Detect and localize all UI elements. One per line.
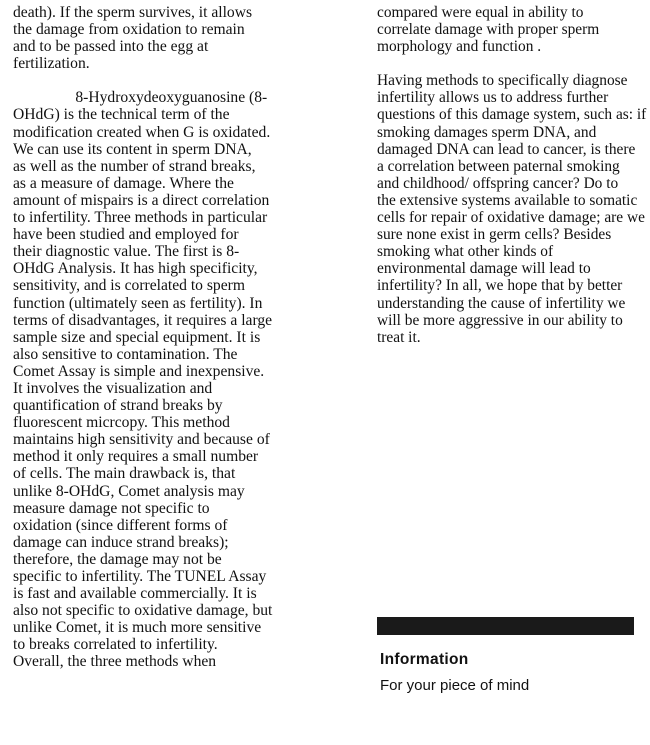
text-line: infertility allows us to address further <box>377 89 609 107</box>
paragraph-gap <box>13 72 303 89</box>
text-line: is fast and available commercially. It is <box>13 585 257 603</box>
info-subheading: For your piece of mind <box>380 677 530 694</box>
text-line: fertilization. <box>13 55 90 73</box>
text-line: will be more aggressive in our ability to <box>377 311 623 329</box>
text-line: unlike Comet, it is much more sensitive <box>13 619 262 637</box>
text-line: damaged DNA can lead to cancer, is there <box>377 140 636 158</box>
text-line: their diagnostic value. The first is 8- <box>13 243 240 261</box>
text-line: maintains high sensitivity and because of <box>13 431 270 449</box>
text-line: 8-Hydroxydeoxyguanosine (8- <box>13 89 268 107</box>
text-line: environmental damage will lead to <box>377 260 591 278</box>
text-line: have been studied and employed for <box>13 226 239 244</box>
text-line: Having methods to specifically diagnose <box>377 72 628 90</box>
right-column <box>377 4 647 346</box>
left-paragraph-1 <box>13 4 303 72</box>
text-line: as a measure of damage. Where the <box>13 174 234 192</box>
text-line: morphology and function . <box>377 38 542 56</box>
text-line: OHdG Analysis. It has high specificity, <box>13 260 258 278</box>
text-line: smoking what other kinds of <box>377 243 554 261</box>
text-line: unlike 8-OHdG, Comet analysis may <box>13 482 245 500</box>
text-line: oxidation (since different forms of <box>13 516 228 534</box>
right-paragraph-2 <box>377 72 647 346</box>
text-line: sensitivity, and is correlated to sperm <box>13 277 245 295</box>
text-line: as well as the number of strand breaks, <box>13 157 256 175</box>
left-column <box>13 4 303 671</box>
text-line: treat it. <box>377 328 421 346</box>
text-line: OHdG) is the technical term of the <box>13 106 230 124</box>
text-line: and to be passed into the egg at <box>13 38 209 56</box>
text-line: compared were equal in ability to <box>377 4 584 21</box>
paragraph-gap <box>377 55 639 72</box>
text-line: also sensitive to contamination. The <box>13 345 238 363</box>
text-line: questions of this damage system, such as: if <box>377 106 647 124</box>
text-line: the damage from oxidation to remain <box>13 21 245 39</box>
text-line: sample size and special equipment. It is <box>13 328 261 346</box>
section-divider-bar <box>377 617 634 635</box>
text-line: Comet Assay is simple and inexpensive. <box>13 362 265 380</box>
text-line: damage can induce strand breaks); <box>13 533 229 551</box>
text-line: to infertility. Three methods in particular <box>13 209 268 227</box>
text-line: the extensive systems available to somatic <box>377 191 638 209</box>
text-line: amount of mispairs is a direct correlation <box>13 191 270 209</box>
text-line: fluorescent micrcopy. This method <box>13 414 230 432</box>
text-line: Overall, the three methods when <box>13 653 217 671</box>
text-line: understanding the cause of infertility we <box>377 294 626 312</box>
text-line: We can use its content in sperm DNA, <box>13 140 252 158</box>
text-line: and childhood/ offspring cancer? Do to <box>377 174 619 192</box>
text-line: also not specific to oxidative damage, but <box>13 602 273 620</box>
text-line: sure none exist in germ cells? Besides <box>377 226 612 244</box>
text-line: modification created when G is oxidated. <box>13 123 271 141</box>
text-line: It involves the visualization and <box>13 379 213 397</box>
text-line: specific to infertility. The TUNEL Assay <box>13 568 267 585</box>
text-line: function (ultimately seen as fertility). In <box>13 294 263 312</box>
info-heading: Information <box>380 651 469 668</box>
text-line: to breaks correlated to infertility. <box>13 636 218 654</box>
right-paragraph-1 <box>377 4 639 55</box>
text-line: correlate damage with proper sperm <box>377 21 600 39</box>
text-line: of cells. The main drawback is, that <box>13 465 236 483</box>
text-line: infertility? In all, we hope that by better <box>377 277 623 295</box>
text-line: death). If the sperm survives, it allows <box>13 4 253 21</box>
text-line: measure damage not specific to <box>13 499 210 517</box>
left-paragraph-2 <box>13 89 303 670</box>
text-line: quantification of strand breaks by <box>13 397 223 415</box>
text-line: method it only requires a small number <box>13 448 259 466</box>
text-line: terms of disadvantages, it requires a large <box>13 311 273 329</box>
text-line: therefore, the damage may not be <box>13 550 222 568</box>
text-line: smoking damages sperm DNA, and <box>377 123 597 141</box>
text-line: a correlation between paternal smoking <box>377 157 620 175</box>
text-line: cells for repair of oxidative damage; are we <box>377 209 645 227</box>
